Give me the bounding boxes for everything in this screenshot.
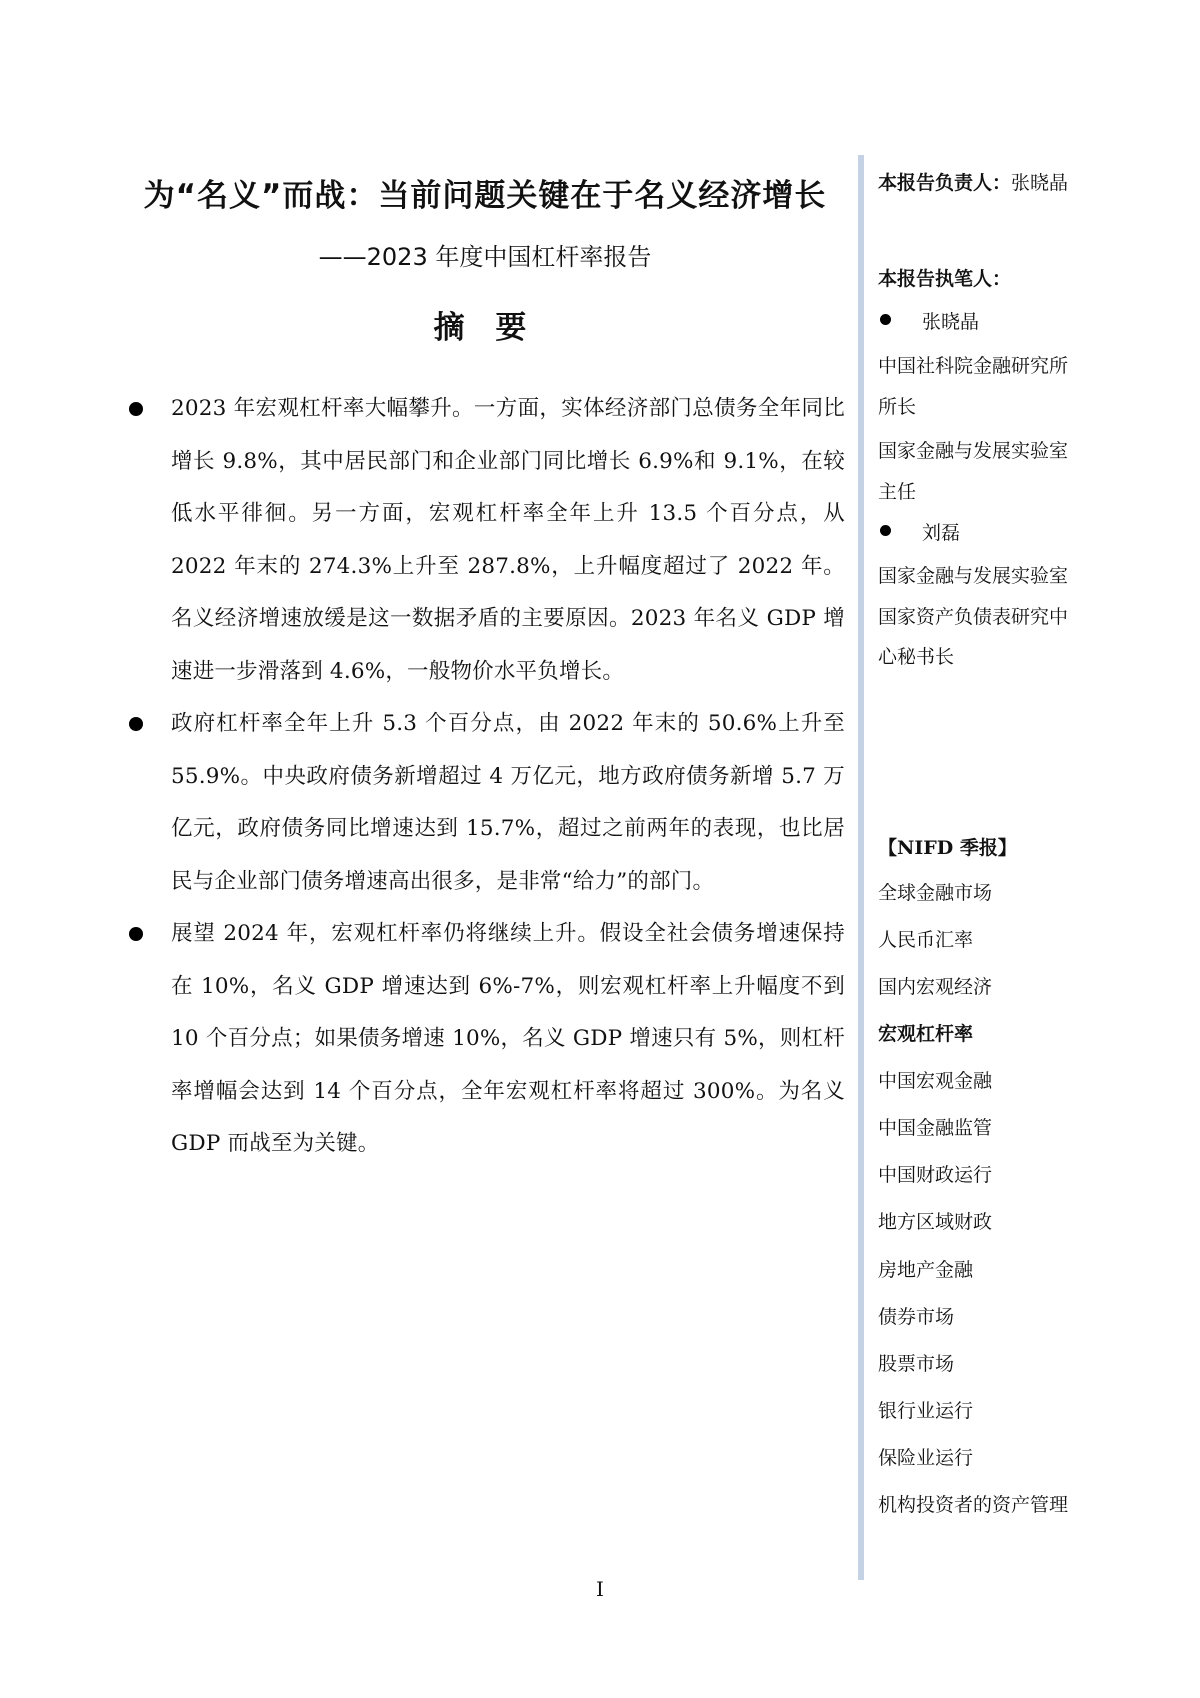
series-item-current: 宏观杠杆率 xyxy=(878,1023,974,1045)
author-2-line: 国家资产负债表研究中 xyxy=(878,606,1069,628)
author-1-line: 中国社科院金融研究所 xyxy=(878,355,1069,377)
series-item: 人民币汇率 xyxy=(878,929,974,951)
series-item: 银行业运行 xyxy=(878,1400,974,1422)
abstract-heading: 摘 要 xyxy=(433,310,537,346)
author-2-line: 国家金融与发展实验室 xyxy=(878,565,1069,587)
report-lead-label: 本报告负责人： xyxy=(878,172,1012,194)
author-1-line: 国家金融与发展实验室 xyxy=(878,440,1069,462)
series-heading: 【NIFD 季报】 xyxy=(878,837,1017,859)
author-2-name: 刘磊 xyxy=(922,522,961,544)
series-item: 地方区域财政 xyxy=(878,1211,993,1233)
main-column xyxy=(125,170,845,1171)
abstract-bullets xyxy=(125,383,845,1171)
abstract-bullet-2 xyxy=(125,698,845,908)
page-number: I xyxy=(596,1577,604,1601)
author-1 xyxy=(878,307,979,334)
abstract-bullet-text: 2023 年宏观杠杆率大幅攀升。一方面，实体经济部门总债务全年同比增长 9.8%，其中居民部门和企业部门同比增长 6.9%和 9.1%，在较低水平徘徊。另一方面，宏观杠杆率全年上升 13.5 个百分点，从 2022 年末的 274.3%上升至 287.8%，上升幅度超过了 2022 年。名义经济增速放缓是这一数据矛盾的主要原因。2023 年名义 GDP 增速进一步滑落到 4.6%，一般物价水平负增长。 xyxy=(171,396,845,684)
series-item: 保险业运行 xyxy=(878,1447,974,1469)
series-item: 中国金融监管 xyxy=(878,1117,993,1139)
series-item: 股票市场 xyxy=(878,1353,955,1375)
sidebar-divider xyxy=(858,155,864,1580)
series-item: 债券市场 xyxy=(878,1306,955,1328)
abstract-bullet-text: 展望 2024 年，宏观杠杆率仍将继续上升。假设全社会债务增速保持在 10%，名义 GDP 增速达到 6%-7%，则宏观杠杆率上升幅度不到 10 个百分点；如果债务增速 10%，名义 GDP 增速只有 5%，则杠杆率增幅会达到 14 个百分点，全年宏观杠杆率将超过 300%。为名义 GDP 而战至为关键。 xyxy=(171,921,845,1156)
bullet-dot-icon xyxy=(129,717,143,731)
author-1-name: 张晓晶 xyxy=(922,311,980,333)
abstract-bullet-3 xyxy=(125,908,845,1171)
abstract-bullet-text: 政府杠杆率全年上升 5.3 个百分点，由 2022 年末的 50.6%上升至 55.9%。中央政府债务新增超过 4 万亿元，地方政府债务新增 5.7 万亿元，政府债务同比增速达到 15.7%，超过之前两年的表现，也比居民与企业部门债务增速高出很多，是非常“给力”的部门。 xyxy=(171,711,845,894)
author-2 xyxy=(878,518,960,545)
author-1-line: 主任 xyxy=(878,481,917,503)
series-item: 全球金融市场 xyxy=(878,882,993,904)
bullet-dot-icon xyxy=(880,314,891,325)
series-item: 房地产金融 xyxy=(878,1259,974,1281)
bullet-dot-icon xyxy=(129,402,143,416)
authors-label: 本报告执笔人： xyxy=(878,268,1012,290)
bullet-dot-icon xyxy=(129,927,143,941)
author-2-line: 心秘书长 xyxy=(878,646,955,668)
abstract-bullet-1 xyxy=(125,383,845,698)
report-subtitle: ——2023 年度中国杠杆率报告 xyxy=(318,243,652,271)
series-item: 国内宏观经济 xyxy=(878,976,993,998)
report-lead-name: 张晓晶 xyxy=(1011,172,1069,194)
report-lead xyxy=(878,168,1068,195)
bullet-dot-icon xyxy=(880,525,891,536)
author-1-line: 所长 xyxy=(878,396,917,418)
series-item: 机构投资者的资产管理 xyxy=(878,1494,1069,1516)
series-item: 中国宏观金融 xyxy=(878,1070,993,1092)
series-item: 中国财政运行 xyxy=(878,1164,993,1186)
report-title: 为“名义”而战：当前问题关键在于名义经济增长 xyxy=(143,178,827,214)
